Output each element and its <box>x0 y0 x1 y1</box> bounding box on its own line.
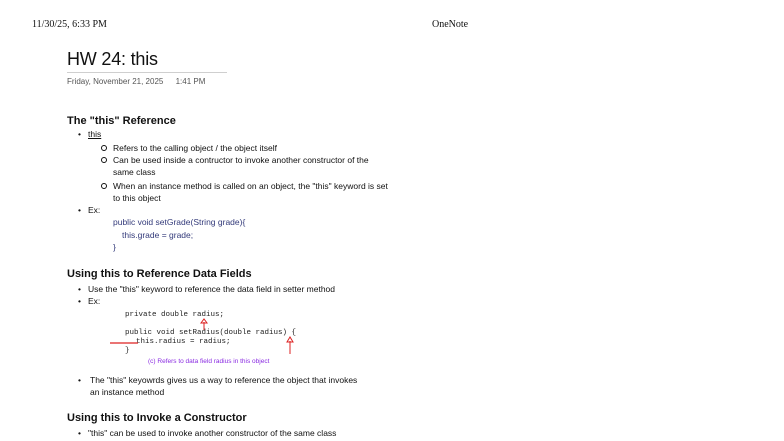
code-line: this.grade = grade; <box>122 230 194 240</box>
bullet-text: Use the "this" keyword to reference the data field in setter method <box>88 284 335 294</box>
page-title: HW 24: this <box>67 49 158 69</box>
code-line: } <box>113 242 116 252</box>
bullet-this: • this <box>78 129 102 139</box>
bullet: • Use the "this" keyword to reference the data field in setter method <box>78 284 335 294</box>
bullet: • The "this" keyowrds gives us a way to reference the object that invokes an instance method <box>78 374 368 398</box>
sub-bullet <box>101 154 391 178</box>
title-underline <box>67 72 227 73</box>
bullet-text: The "this" keyowrds gives us a way to reference the object that invokes an instance method <box>90 375 358 397</box>
bullet: • "this" can be used to invoke another constructor of the same class <box>78 428 337 438</box>
sub-bullet <box>101 180 391 204</box>
sub-bullet-text: When an instance method is called on an object, the "this" keyword is set to this object <box>113 181 388 203</box>
sub-bullet-text: Can be used inside a contructor to invoke another constructor of the same class <box>113 155 369 177</box>
page-time: 1:41 PM <box>175 77 206 86</box>
annotation-arrows <box>110 314 300 364</box>
section-heading-this-reference: The "this" Reference <box>67 115 176 127</box>
bullet-text: "this" can be used to invoke another constructor of the same class <box>88 428 337 438</box>
page-datetime <box>67 77 215 86</box>
circle-bullet-icon <box>101 145 107 151</box>
print-app-name: OneNote <box>432 19 469 30</box>
bullet-text: Ex: <box>88 205 101 215</box>
code-line: public void setGrade(String grade){ <box>113 217 246 227</box>
code-line: this.radius = radius; <box>136 338 231 346</box>
sub-bullet-text: Refers to the calling object / the object itself <box>113 143 277 153</box>
bullet-text: this <box>88 129 102 139</box>
circle-bullet-icon <box>101 183 107 189</box>
bullet-ex: • Ex: <box>78 205 101 215</box>
bullet-text: Ex: <box>88 296 101 306</box>
sub-bullet <box>101 142 391 154</box>
code-line: private double radius; <box>125 311 225 319</box>
code-line: public void setRadius(double radius) { <box>125 329 297 337</box>
print-datetime: 11/30/25, 6:33 PM <box>32 19 107 30</box>
bullet-ex: • Ex: <box>78 296 101 306</box>
code-line: } <box>125 347 130 355</box>
page-date: Friday, November 21, 2025 <box>67 77 164 86</box>
code-annotation: (c) Refers to data field radius in this object <box>148 358 270 365</box>
circle-bullet-icon <box>101 157 107 163</box>
section-heading-data-fields: Using this to Reference Data Fields <box>67 268 252 280</box>
section-heading-invoke-constructor: Using this to Invoke a Constructor <box>67 412 247 424</box>
